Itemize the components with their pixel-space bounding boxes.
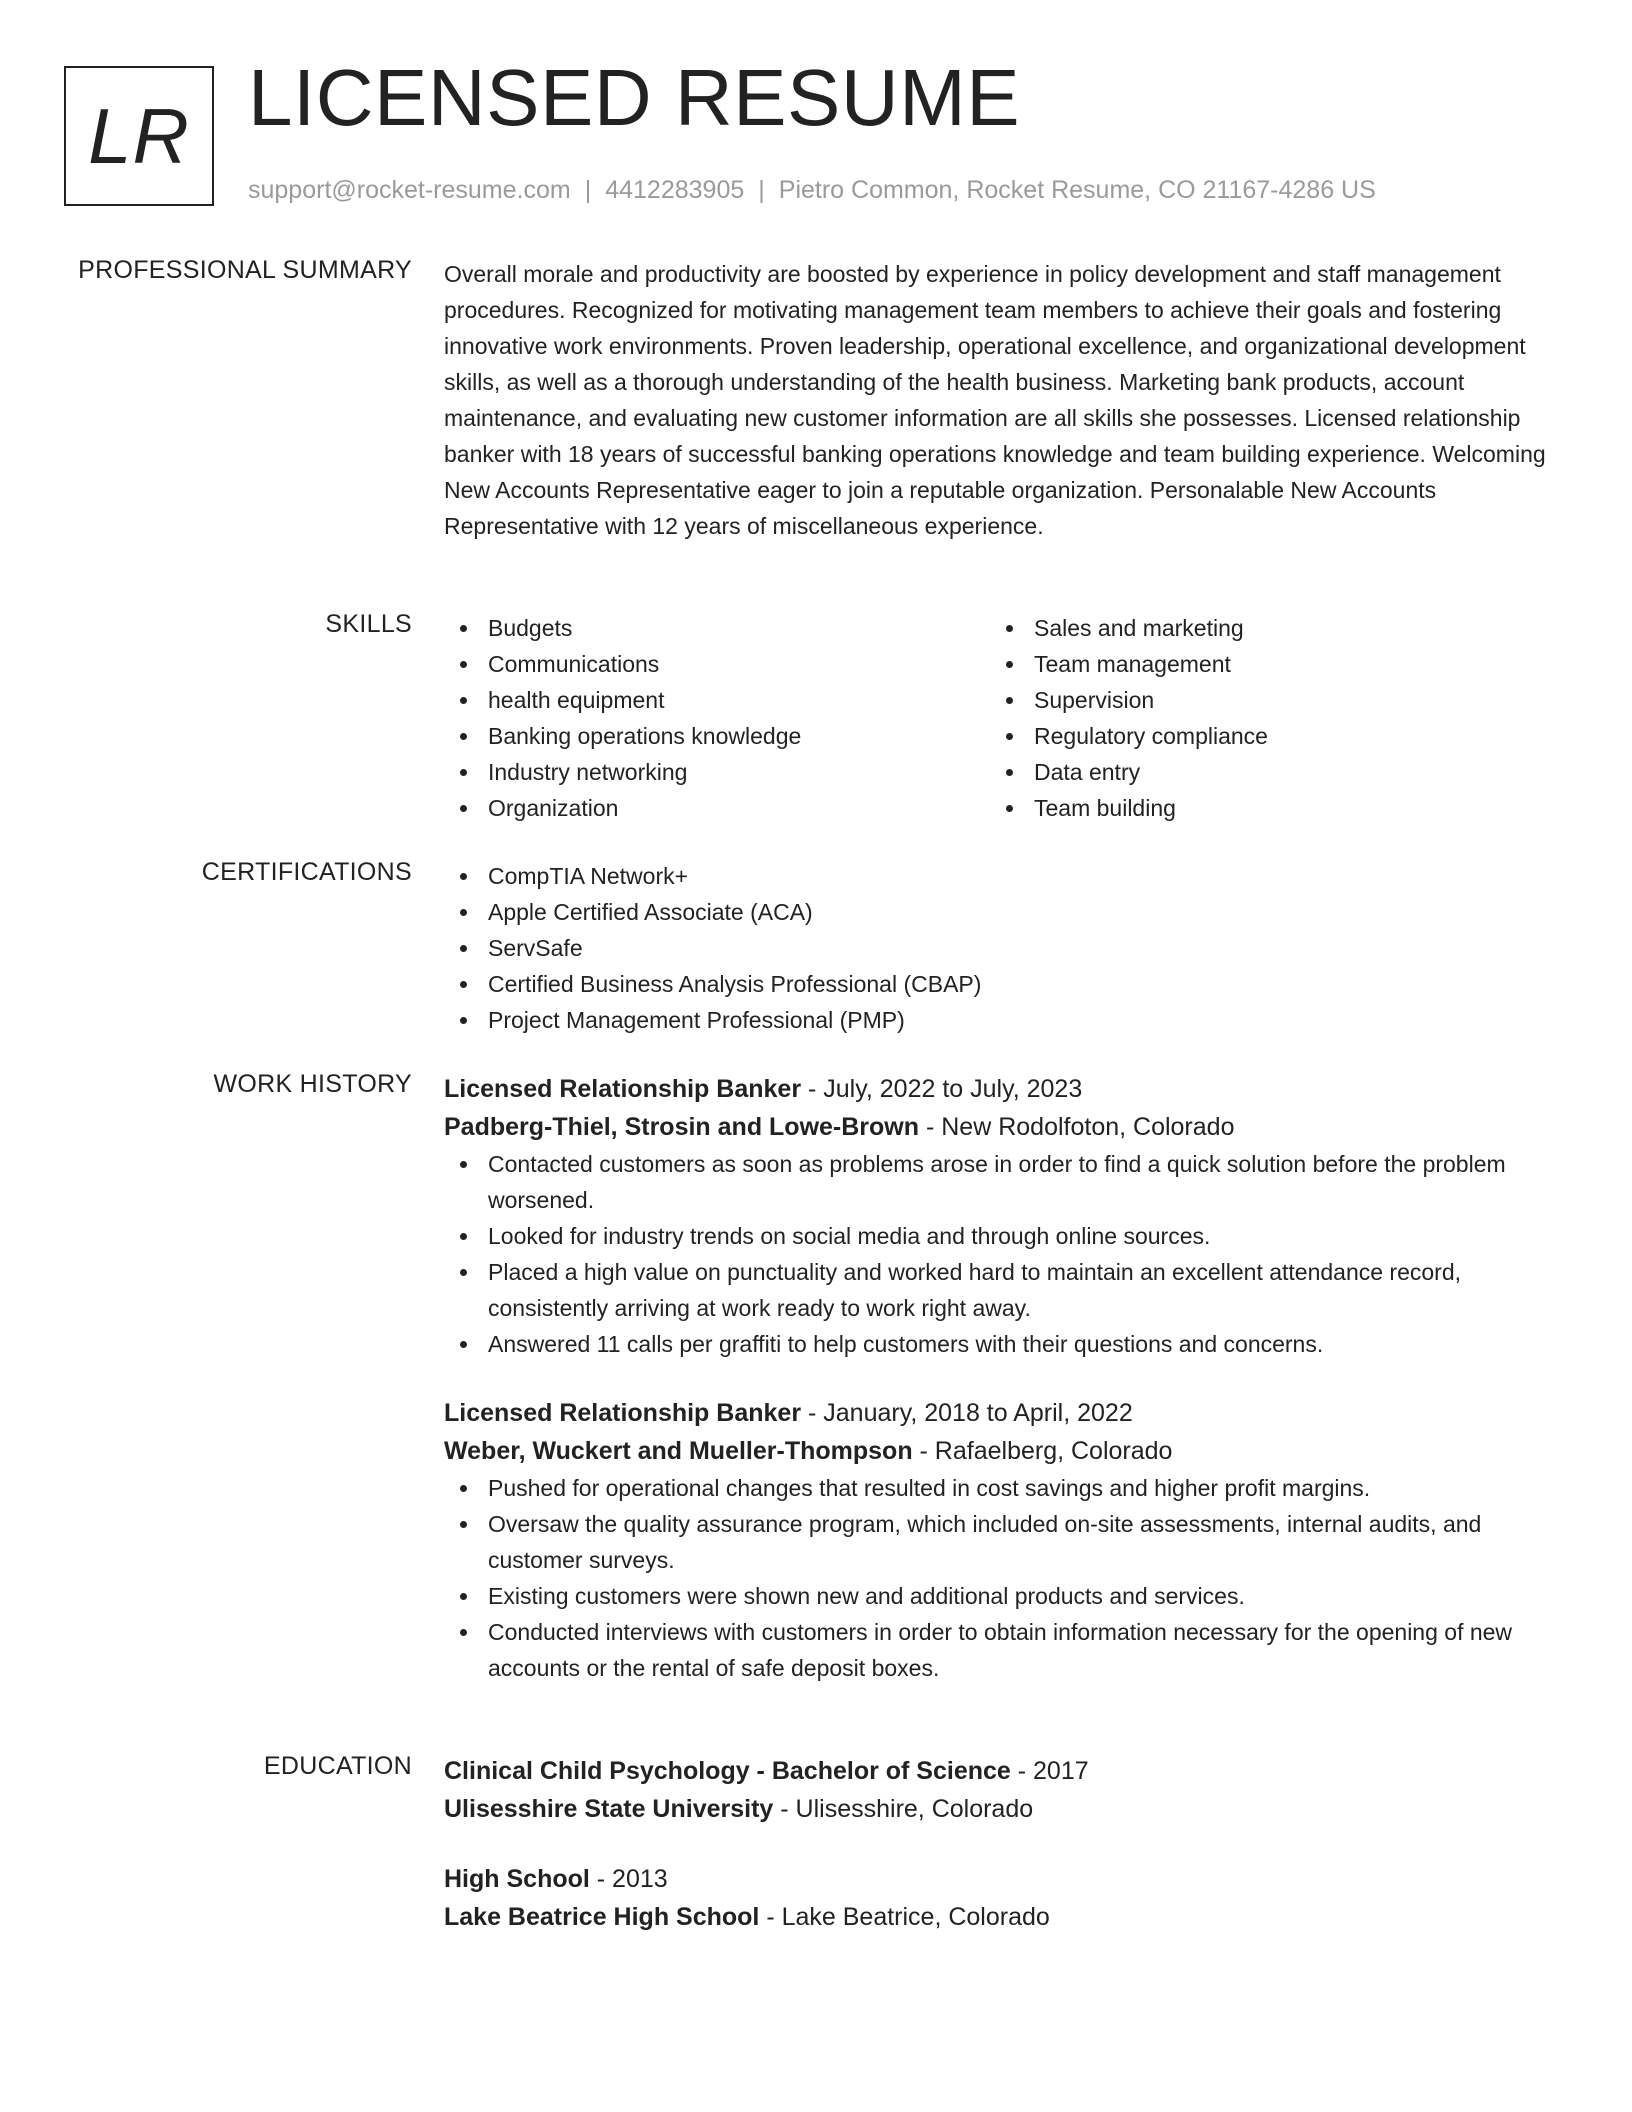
job-company-line [444,1432,1554,1470]
job-title-line [444,1070,1554,1108]
job-duty: Placed a high value on punctuality and worked hard to maintain an excellent attendance record, consistently arriving at work ready to work right away. [444,1254,1554,1326]
monogram-logo: LR [64,66,214,206]
education-degree: High School [444,1865,590,1893]
job-title: Licensed Relationship Banker [444,1075,802,1103]
skill-item: Supervision [990,682,1536,718]
education-degree-line [444,1752,1554,1790]
section-label-certifications: CERTIFICATIONS [201,858,412,886]
job-company: Weber, Wuckert and Mueller-Thompson [444,1437,913,1465]
skill-item: Budgets [444,610,990,646]
section-label-summary: PROFESSIONAL SUMMARY [78,256,412,284]
education-year: - 2017 [1010,1757,1089,1785]
job-dates: - July, 2022 to July, 2023 [801,1075,1083,1103]
job-duties-list [444,1146,1554,1362]
certifications-list [444,858,1554,1038]
skill-item: Communications [444,646,990,682]
job-entry [444,1070,1554,1362]
skills-list-left [444,610,990,826]
contact-separator: | [584,176,592,204]
skill-item: Sales and marketing [990,610,1536,646]
education-entry [444,1860,1554,1936]
job-company: Padberg-Thiel, Strosin and Lowe-Brown [444,1113,920,1141]
job-duty: Contacted customers as soon as problems arose in order to find a quick solution before the problem worsened. [444,1146,1554,1218]
certification-item: Apple Certified Associate (ACA) [444,894,1554,930]
job-title: Licensed Relationship Banker [444,1399,802,1427]
contact-separator: | [758,176,765,204]
summary-text: Overall morale and productivity are boosted by experience in policy development and staff management procedures. Recognized for motivating management team members to achieve their goals and fostering innovative work environments. Proven leadership, operational excellence, and organizational development skills, as well as a thorough understanding of the health business. Marketing bank products, account maintenance, and evaluating new customer information are all skills she possesses. Licensed relationship banker with 18 years of successful banking operations knowledge and team building experience. Welcoming New Accounts Representative eager to join a reputable organization. Personalable New Accounts Representative with 12 years of miscellaneous experience. [444,261,1546,539]
job-duty: Conducted interviews with customers in order to obtain information necessary for the opening of new accounts or the rental of safe deposit boxes. [444,1614,1554,1686]
education-school: Lake Beatrice High School [444,1903,760,1931]
contact-line [248,176,1376,205]
skill-item: Data entry [990,754,1536,790]
job-duty: Oversaw the quality assurance program, which included on-site assessments, internal audits, and customer surveys. [444,1506,1554,1578]
education-school: Ulisesshire State University [444,1795,774,1823]
job-duty: Pushed for operational changes that resulted in cost savings and higher profit margins. [444,1470,1554,1506]
education-school-line [444,1898,1554,1936]
education-location: - Lake Beatrice, Colorado [759,1903,1050,1931]
job-location: - Rafaelberg, Colorado [912,1437,1173,1465]
contact-email[interactable]: support@rocket-resume.com [248,176,571,204]
job-location: - New Rodolfoton, Colorado [919,1113,1235,1141]
education-school-line [444,1790,1554,1828]
resume-name: LICENSED RESUME [248,53,1021,142]
certification-item: Project Management Professional (PMP) [444,1002,1554,1038]
education-entry [444,1752,1554,1828]
skill-item: Team management [990,646,1536,682]
section-label-skills: SKILLS [325,610,412,638]
job-duty: Answered 11 calls per graffiti to help customers with their questions and concerns. [444,1326,1554,1362]
skill-item: Team building [990,790,1536,826]
education-degree: Clinical Child Psychology - Bachelor of Science [444,1757,1011,1785]
skill-item: Organization [444,790,990,826]
job-duty: Existing customers were shown new and additional products and services. [444,1578,1554,1614]
skill-item: Banking operations knowledge [444,718,990,754]
skill-item: Regulatory compliance [990,718,1536,754]
skills-list-right [990,610,1536,826]
job-duties-list [444,1470,1554,1686]
certification-item: Certified Business Analysis Professional (CBAP) [444,966,1554,1002]
contact-phone[interactable]: 4412283905 [605,176,745,204]
education-location: - Ulisesshire, Colorado [773,1795,1034,1823]
certification-item: ServSafe [444,930,1554,966]
education-year: - 2013 [589,1865,668,1893]
skill-item: health equipment [444,682,990,718]
job-entry [444,1394,1554,1686]
education-degree-line [444,1860,1554,1898]
job-duty: Looked for industry trends on social media and through online sources. [444,1218,1554,1254]
contact-address: Pietro Common, Rocket Resume, CO 21167-4286 US [778,176,1376,204]
job-company-line [444,1108,1554,1146]
job-title-line [444,1394,1554,1432]
job-dates: - January, 2018 to April, 2022 [801,1399,1133,1427]
certification-item: CompTIA Network+ [444,858,1554,894]
section-label-education: EDUCATION [263,1752,412,1780]
section-label-work-history: WORK HISTORY [213,1070,412,1098]
skill-item: Industry networking [444,754,990,790]
